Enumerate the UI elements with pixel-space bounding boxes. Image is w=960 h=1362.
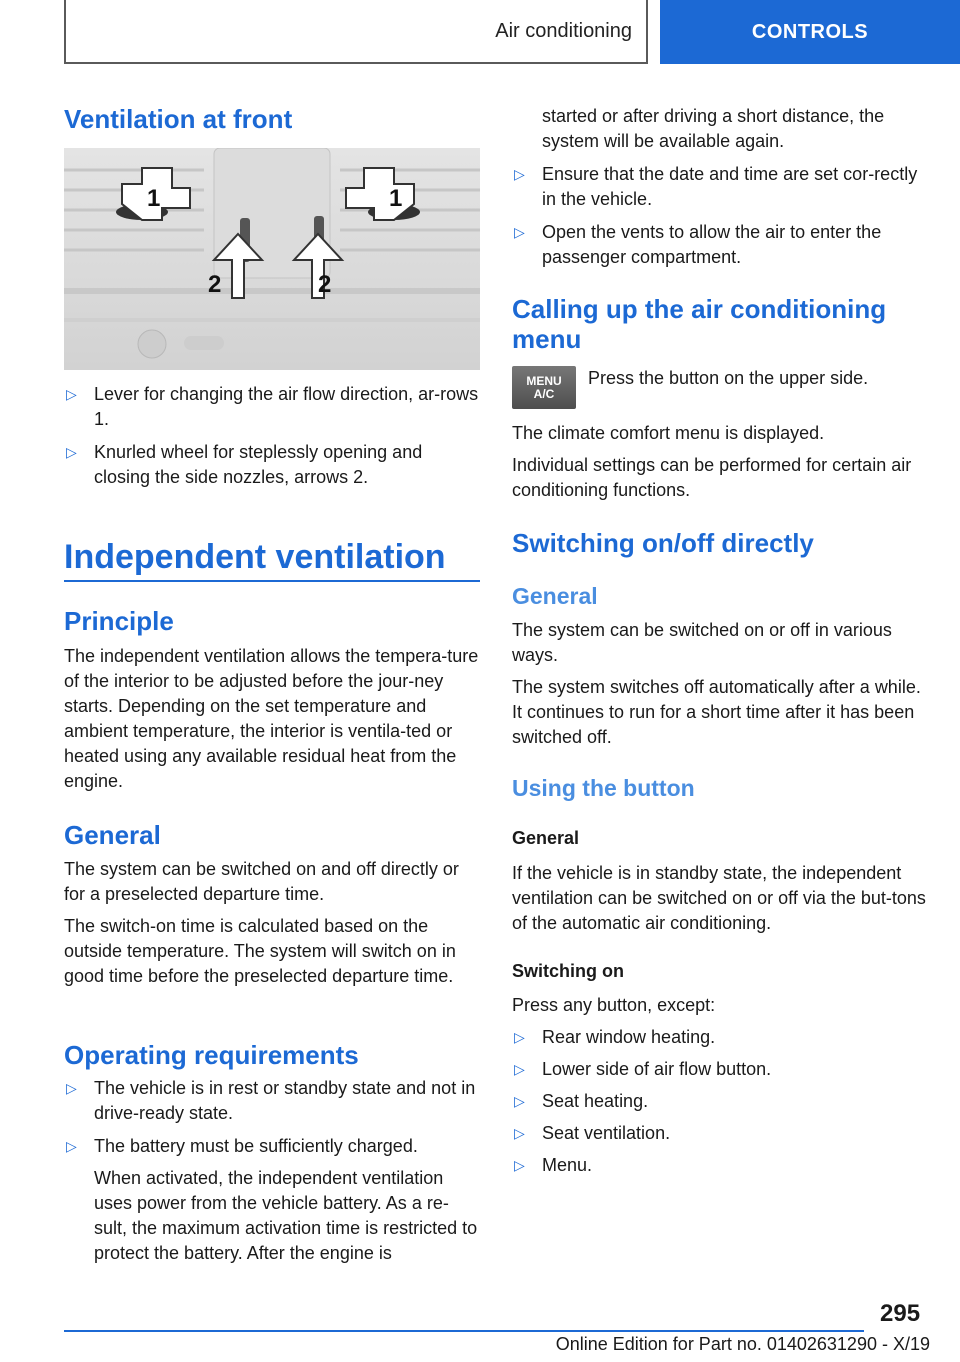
press-button-text: Press the button on the upper side. (588, 368, 869, 388)
independent-ventilation-title: Independent ventilation (64, 538, 446, 576)
bullet-triangle-icon: ▷ (66, 444, 77, 460)
list-item-text: Ensure that the date and time are set cor-rectly in the vehicle. (542, 164, 918, 209)
list-item (512, 1121, 928, 1146)
standby-text: If the vehicle is in standby state, the independent ventilation can be switched on or off via the but-tons of the automatic air conditioning. (512, 863, 926, 933)
header-section-title: Air conditioning (495, 19, 632, 42)
bullet-triangle-icon: ▷ (514, 1125, 525, 1141)
bullet-triangle-icon: ▷ (66, 386, 77, 402)
bullet-triangle-icon: ▷ (514, 1061, 525, 1077)
vent-front-title: Ventilation at front (64, 104, 293, 134)
header-chapter-title: CONTROLS (751, 20, 869, 43)
figure-label-1-right: 1 (389, 185, 403, 212)
bullet-triangle-icon: ▷ (514, 1093, 525, 1109)
vent-bullet-list (64, 382, 480, 490)
menu-ac-button-icon (512, 366, 576, 409)
principle-title: Principle (64, 606, 174, 636)
list-item-text: Lower side of air flow button. (542, 1059, 772, 1079)
switching-on-title: Switching on (512, 961, 624, 981)
ventilation-figure (64, 148, 480, 370)
individual-settings-text: Individual settings can be performed for certain air conditioning functions. (512, 455, 912, 500)
list-item-text: Seat heating. (542, 1091, 649, 1111)
list-item-text: Knurled wheel for steplessly opening and closing the side nozzles, arrows 2. (94, 442, 423, 487)
list-item (64, 1134, 480, 1266)
continued-text: started or after driving a short distance, the system will be available again. (542, 106, 885, 151)
list-item (512, 1025, 928, 1050)
list-item (512, 1153, 928, 1178)
menu-button-line1: MENU (526, 373, 562, 388)
general-title: General (64, 820, 161, 850)
list-item (64, 382, 480, 432)
calling-up-title: Calling up the air conditioning menu (512, 294, 887, 354)
bullet-triangle-icon: ▷ (514, 1157, 525, 1173)
bullet-triangle-icon: ▷ (66, 1138, 77, 1154)
title-divider (64, 580, 480, 582)
operating-bullet-list (64, 1076, 480, 1266)
list-item (512, 220, 928, 270)
requirements-bullet-list (512, 162, 928, 270)
list-item (512, 1089, 928, 1114)
principle-text: The independent ventilation allows the tempera-ture of the interior to be adjusted before the jour-ney starts. Depending on the set temperature and ambient temperature, the interior is ventila-ted or heated using any available residual heat from the engine. (64, 646, 479, 791)
list-item (64, 1076, 480, 1126)
general-text-2: The switch-on time is calculated based on the outside temperature. The system will switch on in good time before the preselected departure time. (64, 916, 456, 986)
list-item-text: The battery must be sufficiently charged. (94, 1136, 418, 1156)
list-item-continuation: When activated, the independent ventilation uses power from the vehicle battery. As a re-sult, the maximum activation time is restricted to protect the battery. After the engine is (94, 1168, 478, 1263)
bullet-triangle-icon: ▷ (514, 166, 525, 182)
list-item-text: Open the vents to allow the air to enter the passenger compartment. (542, 222, 882, 267)
figure-label-1-left: 1 (147, 185, 161, 212)
bullet-triangle-icon: ▷ (66, 1080, 77, 1096)
bullet-triangle-icon: ▷ (514, 224, 525, 240)
except-list (512, 1025, 928, 1178)
page-number: 295 (880, 1300, 921, 1327)
footer-divider (64, 1330, 864, 1332)
using-button-title: Using the button (512, 775, 695, 801)
list-item-text: Menu. (542, 1155, 593, 1175)
list-item-text: The vehicle is in rest or standby state and not in drive-ready state. (94, 1078, 476, 1123)
comfort-menu-text: The climate comfort menu is displayed. (512, 423, 825, 443)
list-item (64, 440, 480, 490)
right-general-title: General (512, 583, 598, 609)
switching-directly-title: Switching on/off directly (512, 528, 814, 558)
right-general-text-1: The system can be switched on or off in various ways. (512, 620, 892, 665)
list-item-text: Seat ventilation. (542, 1123, 671, 1143)
figure-label-2-right: 2 (318, 271, 332, 298)
figure-label-2-left: 2 (208, 271, 222, 298)
operating-requirements-title: Operating requirements (64, 1040, 359, 1070)
bullet-triangle-icon: ▷ (514, 1029, 525, 1045)
header-section (64, 0, 648, 64)
menu-button-line2: A/C (533, 386, 555, 401)
general-text-1: The system can be switched on and off directly or for a preselected departure time. (64, 859, 459, 904)
list-item (512, 162, 928, 212)
list-item-text: Rear window heating. (542, 1027, 716, 1047)
list-item-text: Lever for changing the air flow direction, ar-rows 1. (94, 384, 479, 429)
general-bold-title: General (512, 828, 580, 848)
right-general-text-2: The system switches off automatically after a while. It continues to run for a short time after it has been switched off. (512, 677, 921, 747)
header-chapter (660, 0, 960, 64)
list-item (512, 1057, 928, 1082)
edition-text: Online Edition for Part no. 01402631290 - X/19 (555, 1334, 930, 1354)
press-any-text: Press any button, except: (512, 995, 716, 1015)
